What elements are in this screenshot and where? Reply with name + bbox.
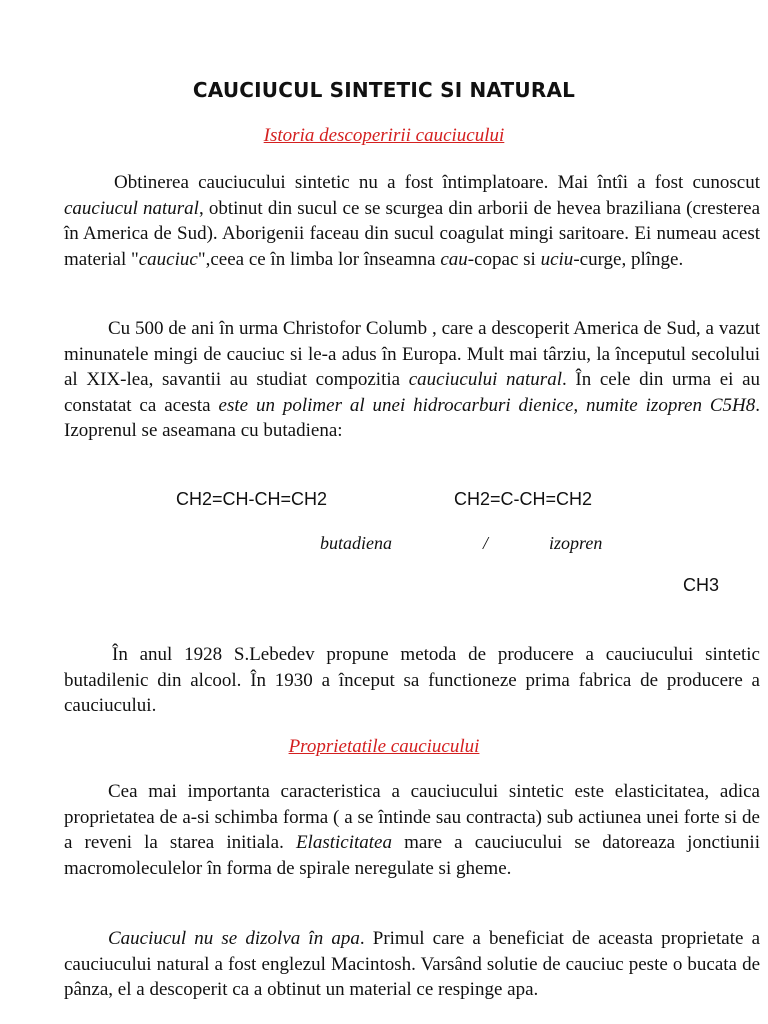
paragraph-elasticity (64, 779, 760, 881)
italic-term: cau (440, 248, 468, 270)
paragraph-text: Cu 500 de ani în urma Christofor Columb , care a descoperit America de Sud, a vazut minunatele mingi de cauciuc si le-a adus în Europa. Mult mai târziu, la începutul secolului al XIX-lea, savantii au studiat compozitia (64, 318, 760, 390)
italic-term: Cauciucul nu se dizolva în apa (108, 928, 360, 949)
italic-term: cauciuc (138, 248, 198, 270)
paragraph-columbus (64, 316, 760, 444)
italic-definition: este un polimer al unei hidrocarburi dienice, numite izopren C5H8 (218, 394, 756, 416)
paragraph-text: . În cele din urma ei au constatat ca acesta (64, 369, 761, 416)
italic-term: cauciucul natural (64, 197, 199, 219)
paragraph-text: . Izoprenul se aseamana cu butadiena: (64, 394, 760, 441)
formula-isoprene: CH2=C-CH=CH2 (454, 489, 593, 509)
paragraph-text: . Primul care a beneficiat de aceasta proprietate a cauciucului natural a fost englezul Macintosh. Varsând solutie de cauciuc peste o bucata de pânza, el a descoperit ca a obtinut un material ce respinge apa. (64, 928, 761, 1000)
italic-term: cauciucului natural (408, 369, 562, 390)
italic-term: uciu (540, 248, 574, 270)
label-isoprene: izopren (549, 533, 603, 553)
page-title: CAUCIUCUL SINTETIC SI NATURAL (192, 78, 576, 102)
formula-butadiene: CH2=CH-CH=CH2 (176, 489, 328, 509)
paragraph-lebedev: În anul 1928 S.Lebedev propune metoda de producere a cauciucului sintetic butadilenic din alcool. În 1930 a început sa functioneze prima fabrica de producere a cauciucului. (64, 644, 760, 716)
paragraph-intro (64, 170, 760, 272)
section-heading-properties: Proprietatile cauciucului (288, 736, 480, 757)
label-butadiene: butadiena (320, 533, 392, 553)
italic-term: Elasticitatea (295, 832, 392, 853)
paragraph-text: , obtinut din sucul ce se scurgea din arborii de hevea braziliana (cresterea în America de Sud). Aborigenii faceau din sucul coagulat mingi saritoare. Ei numeau acest material " (64, 197, 760, 270)
paragraph-text: -curge, plînge. (573, 248, 684, 270)
section-heading-history: Istoria descoperirii cauciucului (263, 125, 505, 146)
paragraph-text: Obtinerea cauciucului sintetic nu a fost întimplatoare. Mai întîi a fost cunoscut (114, 172, 760, 193)
paragraph-text: ",ceea ce în limba lor înseamna (197, 248, 441, 270)
paragraph-water-resistance (64, 926, 760, 1003)
paragraph-text: -copac si (467, 248, 541, 270)
formula-methyl-group: CH3 (683, 575, 720, 595)
label-separator: / (483, 533, 489, 553)
paragraph-text: Cea mai importanta caracteristica a cauciucului sintetic este elasticitatea, adica proprietatea de a-si schimba forma ( a se întinde sau contracta) sub actiunea unei forte si de a reveni la starea initiala. (64, 781, 760, 853)
paragraph-text: mare a cauciucului se datoreaza jonctiunii macromoleculelor în forma de spirale neregulate si gheme. (64, 832, 760, 879)
